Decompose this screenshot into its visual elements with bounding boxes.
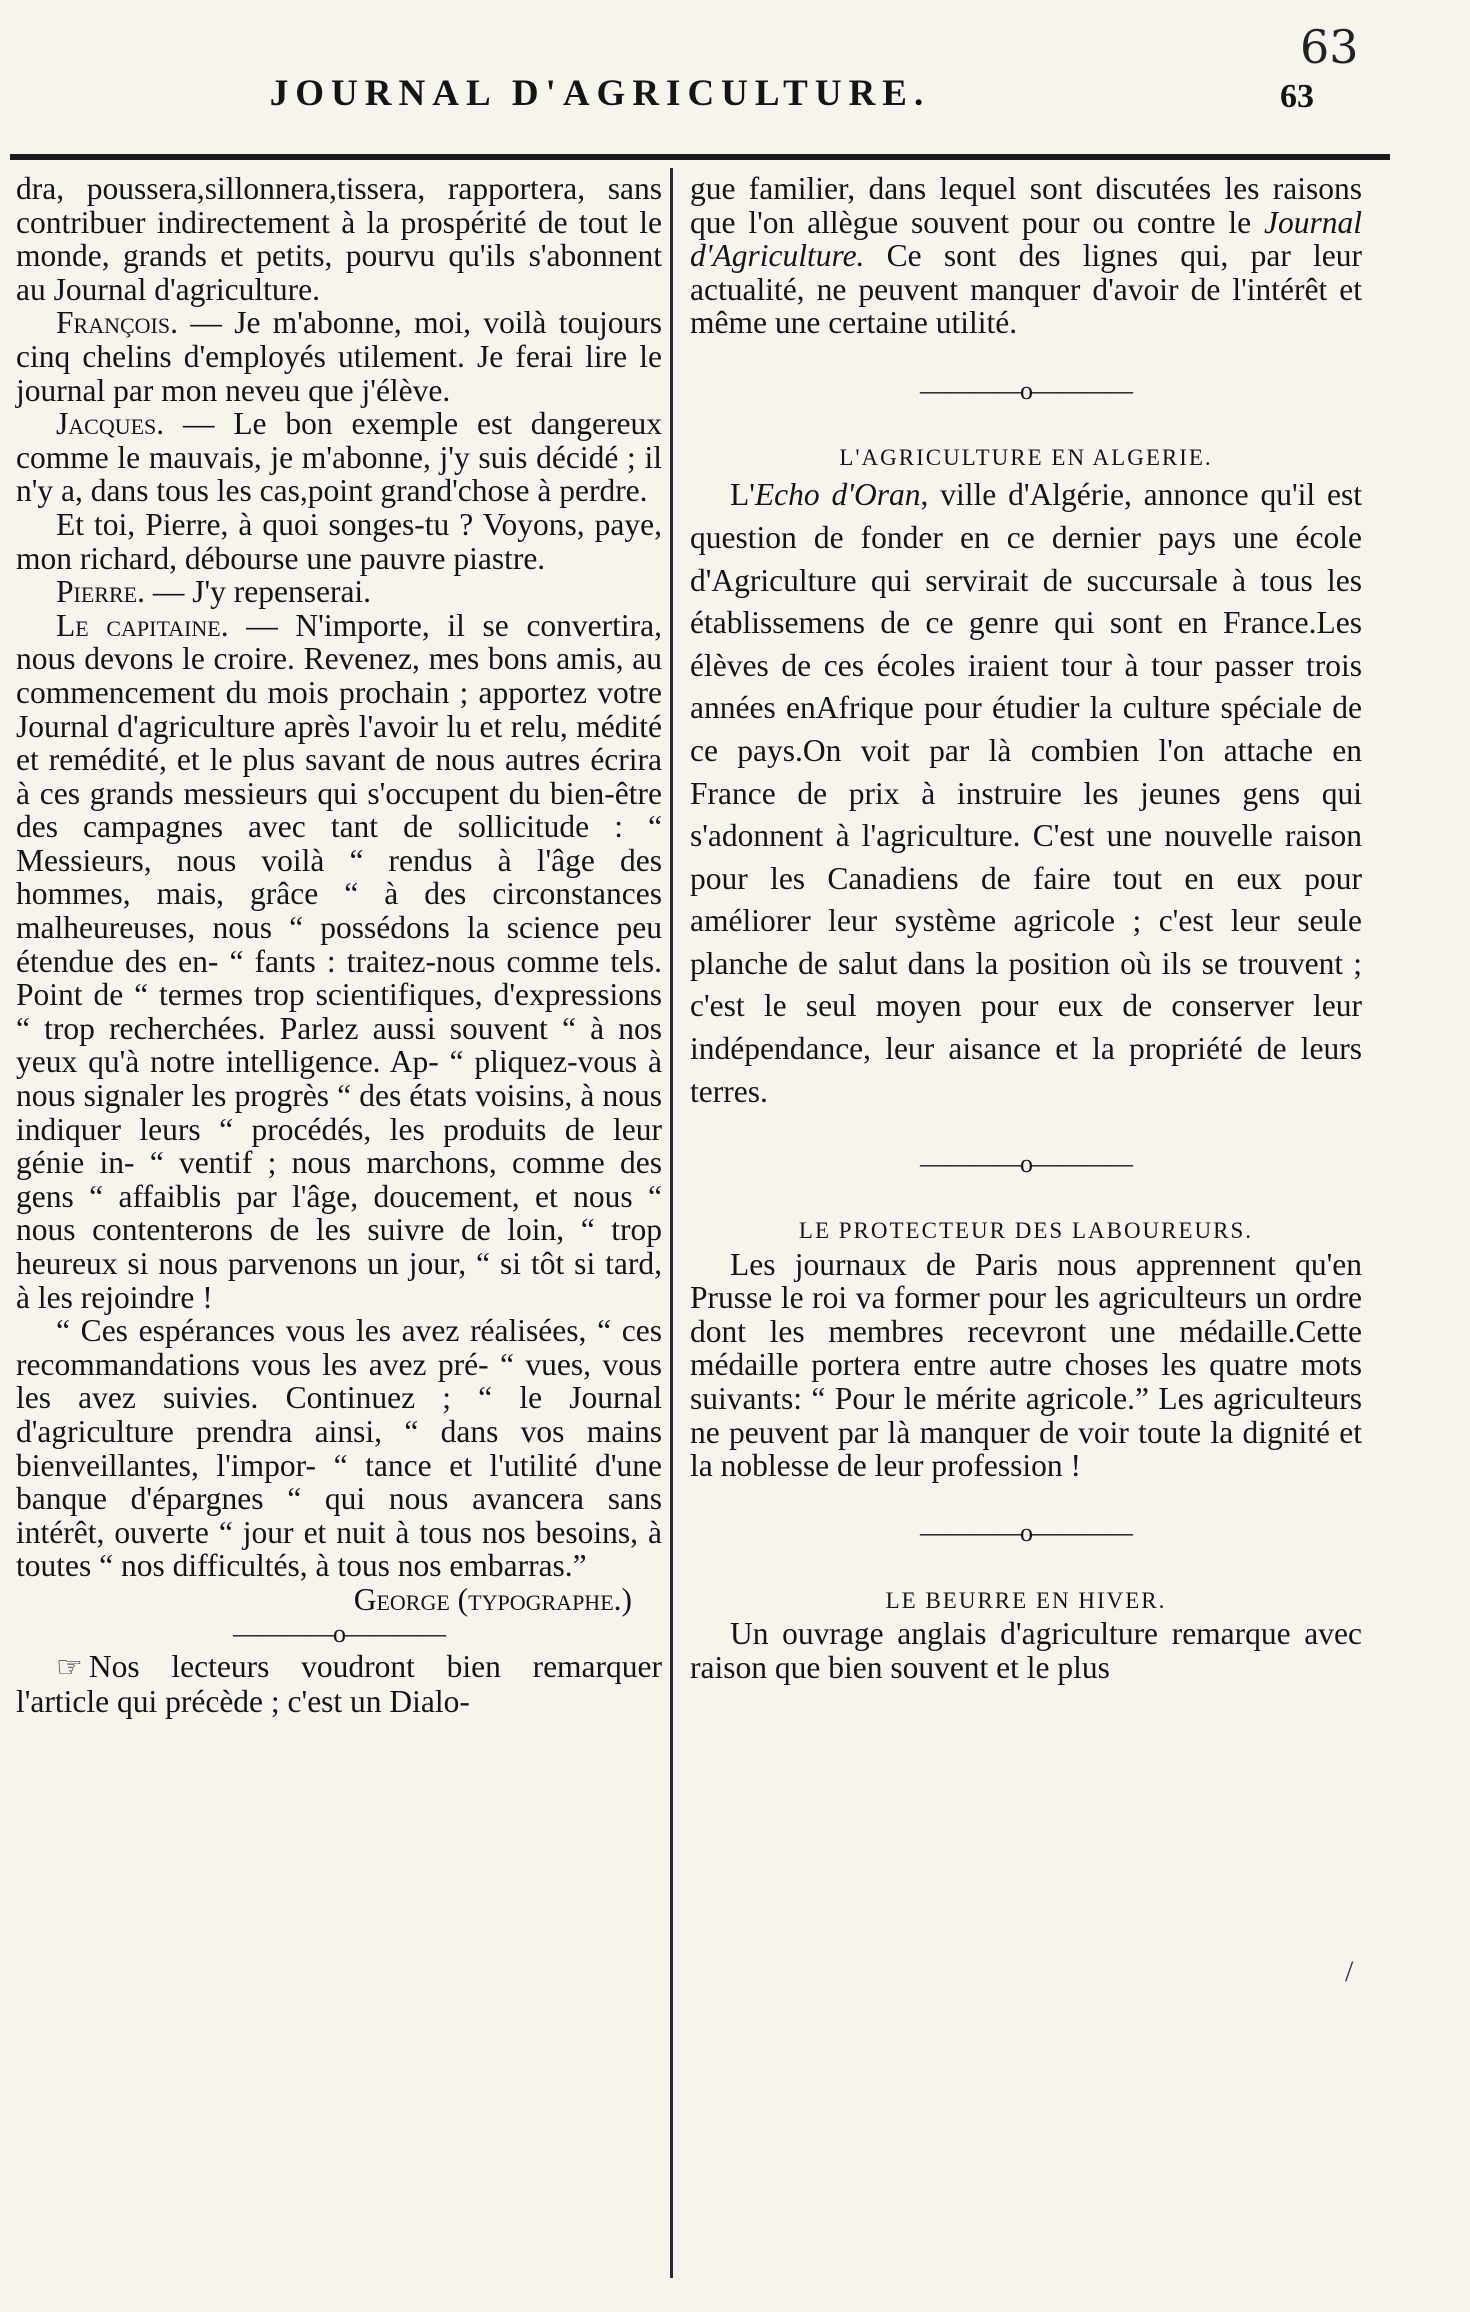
separator: ————o———— (920, 1518, 1132, 1548)
left-column (16, 172, 662, 1718)
pierre-question: Et toi, Pierre, à quoi songes-tu ? Voyons, paye, mon richard, débourse une pauvre piastre. (16, 506, 662, 576)
separator: ————o———— (920, 375, 1132, 405)
algerie-article: L'Echo d'Oran, ville d'Algérie, annonce qu'il est question de fonder en ce dernier pays une école d'Agriculture qui servirait de succursale à tous les établissemens de ce genre qui sont en France.Les élèves de ces écoles iraient tour à tour passer trois années enAfrique pour étudier la culture spéciale de ce pays.On voit par là combien l'on attache en France de prix à instruire les jeunes gens qui s'adonnent à l'agriculture. C'est une nouvelle raison pour les Canadiens de faire tout en eux pour améliorer leur système agricole ; c'est leur seule planche de salut dans la position où ils se trouvent ; c'est le seul moyen pour eux de conserver leur indépendance, leur aisance et la propriété de leurs terres. (690, 477, 1363, 1109)
column-divider (670, 168, 673, 2278)
header-rule (10, 154, 1390, 160)
right-column (690, 172, 1362, 1684)
section-title-algerie: L'AGRICULTURE EN ALGERIE. (839, 444, 1213, 470)
capitaine-line (16, 609, 662, 1314)
separator: ————o———— (233, 1618, 445, 1648)
handwritten-page-number: 63 (1300, 20, 1359, 74)
journal-title-italic: Journal d'Agriculture. (690, 204, 1362, 274)
editor-note (16, 1650, 662, 1718)
dialogue-end: gue familier, dans lequel sont discutées les raisons que l'on allègue souvent pour ou contre le Journal d'Agriculture. Ce sont des lignes qui, par leur actualité, ne peuvent manquer d'avoir de l'intérêt et même une certaine utilité. (690, 171, 1362, 341)
speaker-pierre: Pierre. (56, 574, 145, 610)
separator: ————o———— (920, 1148, 1132, 1178)
pierre-line (16, 575, 662, 609)
jacques-text: — Le bon exemple est dangereux comme le mauvais, je m'abonne, j'y suis décidé ; il n'y a, dans tous les cas,point grand'chose à perdre. (16, 406, 662, 509)
pointing-hand-icon: ☞ (56, 1651, 83, 1685)
section-title-protecteur: LE PROTECTEUR DES LABOUREURS. (798, 1218, 1254, 1244)
printed-page-number: 63 (1280, 78, 1314, 115)
signature: George (typographe.) (353, 1581, 632, 1617)
francois-text: — Je m'abonne, moi, voilà toujours cinq chelins d'employés utilement. Je ferai lire le journal par mon neveu que j'élève. (16, 305, 662, 408)
speaker-jacques: Jacques. (56, 406, 165, 442)
capitaine-text: — N'importe, il se convertira, nous devons le croire. Revenez, mes bons amis, au commencement du mois prochain ; apportez votre Journal d'agriculture après l'avoir lu et relu, médité et remédité, et le plus savant de nous autres écrira à ces grands messieurs qui s'occupent du bien-être des campagnes avec tant de sollicitude : “ Messieurs, nous voilà “ rendus à l'âge des hommes, mais, grâce “ à des circonstances malheureuses, nous “ possédons la science peu étendue des en- “ fants : traitez-nous comme tels. Point de “ termes trop scientifiques, d'expressions “ trop recherchées. Parlez aussi souvent “ à nos yeux qu'à notre intelligence. Ap- “ pliquez-vous à nous signaler les progrès “ des états voisins, à nous indiquer leurs “ procédés, les produits de leur génie in- “ ventif ; nous marchons, comme des gens “ affaiblis par l'âge, doucement, et nous “ nous contenterons de les suivre de loin, “ trop heureux si nous parvenons un jour, “ si tôt si tard, à les rejoindre ! (16, 607, 662, 1315)
margin-mark: / (1345, 1955, 1354, 1988)
quote-continuation: “ Ces espérances vous les avez réalisées, “ ces recommandations vous les avez pré- “ vues, vous les avez suivies. Continuez ; “ le Journal d'agriculture prendra ainsi, “ dans vos mains bienveillantes, l'impor- “ tance et l'utilité d'une banque d'épargnes “ qui nous avancera sans intérêt, ouverte “ jour et nuit à tous nos besoins, à toutes “ nos difficultés, à tous nos embarras.” (16, 1313, 662, 1584)
running-header: JOURNAL D'AGRICULTURE. (269, 73, 931, 114)
beurre-article: Un ouvrage anglais d'agriculture remarque avec raison que bien souvent et le plus (690, 1616, 1362, 1685)
dialogue-continuation: dra, poussera,sillonnera,tissera, rapportera, sans contribuer indirectement à la prospérité de tout le monde, grands et petits, pourvu qu'ils s'abonnent au Journal d'agriculture. (16, 171, 662, 307)
editor-note-text: Nos lecteurs voudront bien remarquer l'article qui précède ; c'est un Dialo- (16, 1649, 662, 1719)
pierre-text: — J'y repenserai. (144, 574, 372, 610)
speaker-capitaine: Le capitaine. (56, 607, 229, 643)
francois-line (16, 306, 662, 407)
jacques-line (16, 407, 662, 508)
speaker-francois: François. (56, 305, 178, 341)
echo-oran-italic: Echo d'Oran (754, 477, 921, 513)
protecteur-article: Les journaux de Paris nous apprennent qu'en Prusse le roi va former pour les agriculteurs un ordre dont les membres recevront une médaille.Cette médaille portera entre autre choses les quatre mots suivants: “ Pour le mérite agricole.” Les agriculteurs ne peuvent par là manquer de voir toute la dignité et la noblesse de leur profession ! (690, 1246, 1362, 1484)
section-title-beurre: LE BEURRE EN HIVER. (885, 1587, 1167, 1613)
